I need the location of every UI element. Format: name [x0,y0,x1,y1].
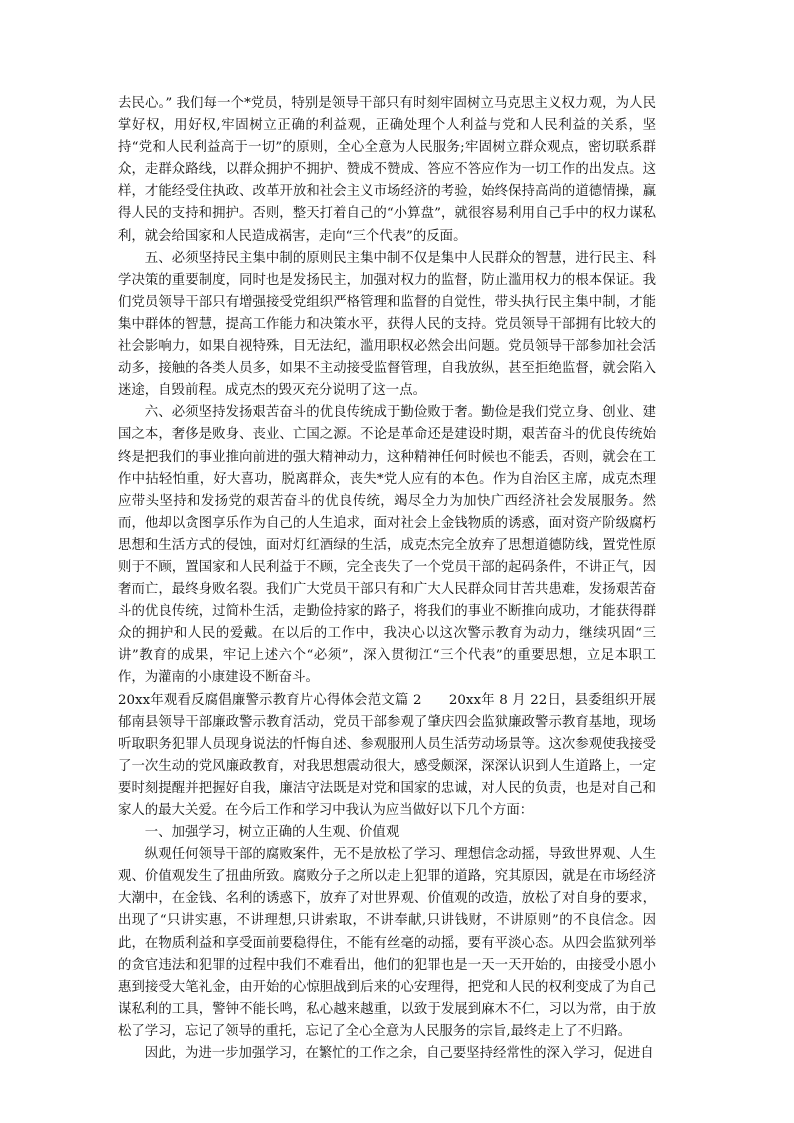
paragraph-2: 五、必须坚持民主集中制的原则民主集中制不仅是集中人民群众的智慧，进行民主、科学决策的重要制度，同时也是发扬民主，加强对权力的监督，防止滥用权力的根本保证。我们党员领导干部只有增强接受党组织严格管理和监督的自觉性，带头执行民主集中制，才能集中群体的智慧，提高工作能力和决策水平，获得人民的支持。党员领导干部拥有比较大的社会影响力，如果自视特殊，目无法纪，滥用职权必然会出问题。党员领导干部参加社会活动多，接触的各类人员多，如果不主动接受监督管理，自我放纵，甚至拒绝监督，就会陷入迷途，自毁前程。成克杰的毁灭充分说明了这一点。 [118,250,656,399]
document-body [118,93,656,1065]
section-heading-1: 一、加强学习，树立正确的人生观、价值观 [144,825,400,841]
paragraph-3: 六、必须坚持发扬艰苦奋斗的优良传统成于勤俭败于奢。勤俭是我们党立身、创业、建国之本，奢侈是败身、丧业、亡国之源。不论是革命还是建设时期，艰苦奋斗的优良传统始终是把我们的事业推向前进的强大精神动力，这种精神任何时候也不能丢，否则，就会在工作中拈轻怕重，好大喜功，脱离群众，丧失*党人应有的本色。作为自治区主席，成克杰理应带头坚持和发扬党的艰苦奋斗的优良传统，竭尽全力为加快广西经济社会发展服务。然而，他却以贪图享乐作为自己的人生追求，面对社会上金钱物质的诱惑，面对资产阶级腐朽思想和生活方式的侵蚀，面对灯红酒绿的生活，成克杰完全放弃了思想道德防线，置党性原则于不顾，置国家和人民利益于不顾，完全丧失了一个党员干部的起码条件，不讲正气，因奢而亡，最终身败名裂。我们广大党员干部只有和广大人民群众同甘苦共患难，发扬艰苦奋斗的优良传统，过简朴生活，走勤俭持家的路子，将我们的事业不断推向成功，才能获得群众的拥护和人民的爱戴。在以后的工作中，我决心以这次警示教育为动力，继续巩固“三讲”教育的成果，牢记上述六个“必须”，深入贯彻江“三个代表”的重要思想，立足本职工作，为灌南的小康建设不断奋斗。 [118,405,656,686]
paragraph-4: 20xx年观看反腐倡廉警示教育片心得体会范文篇 2 20xx年 8 月 22日，县委组织开展郁南县领导干部廉政警示教育活动，党员干部参观了肇庆四会监狱廉政警示教育基地，现场听取职务犯罪人员现身说法的忏悔自述、参观服刑人员生活劳动场景等。这次参观使我接受了一次生动的党风廉政教育，对我思想震动很大，感受颇深，深深认识到人生道路上，一定要时刻提醒并把握好自我，廉洁守法既是对党和国家的忠诚，对人民的负责，也是对自己和家人的最大关爱。在今后工作和学习中我认为应当做好以下几个方面： [118,692,656,818]
paragraph-5: 纵观任何领导干部的腐败案件，无不是放松了学习、理想信念动摇，导致世界观、人生观、价值观发生了扭曲所致。腐败分子之所以走上犯罪的道路，究其原因，就是在市场经济大潮中，在金钱、名利的诱惑下，放弃了对世界观、价值观的改造，放松了对自身的要求，出现了“只讲实惠，不讲理想,只讲索取，不讲奉献,只讲钱财，不讲原则”的不良信念。因此，在物质利益和享受面前要稳得住，不能有丝毫的动摇，要有平淡心态。从四会监狱列举的贪官违法和犯罪的过程中我们不难看出，他们的犯罪也是一天一天开始的，由接受小恩小惠到接受大笔礼金，由开始的心惊胆战到后来的心安理得，把党和人民的权利变成了为自己谋私利的工具，警钟不能长鸣，私心越来越重，以致于发展到麻木不仁，习以为常，由于放松了学习，忘记了领导的重托，忘记了全心全意为人民服务的宗旨,最终走上了不归路。 [118,847,656,1039]
paragraph-6: 因此，为进一步加强学习，在繁忙的工作之余，自己要坚持经常性的深入学习，促进自 [144,1046,654,1062]
paragraph-1: 去民心。” 我们每一个*党员，特别是领导干部只有时刻牢固树立马克思主义权力观，为人民掌好权，用好权,牢固树立正确的利益观，正确处理个人利益与党和人民利益的关系，坚持“党和人民利益高于一切”的原则，全心全意为人民服务;牢固树立群众观点，密切联系群众，走群众路线，以群众拥护不拥护、赞成不赞成、答应不答应作为一切工作的出发点。这样，才能经受住执政、改革开放和社会主义市场经济的考验，始终保持高尚的道德情操，赢得人民的支持和拥护。否则，整天打着自己的“小算盘”，就很容易利用自己手中的权力谋私利，就会给国家和人民造成祸害，走向“三个代表”的反面。 [118,96,656,244]
